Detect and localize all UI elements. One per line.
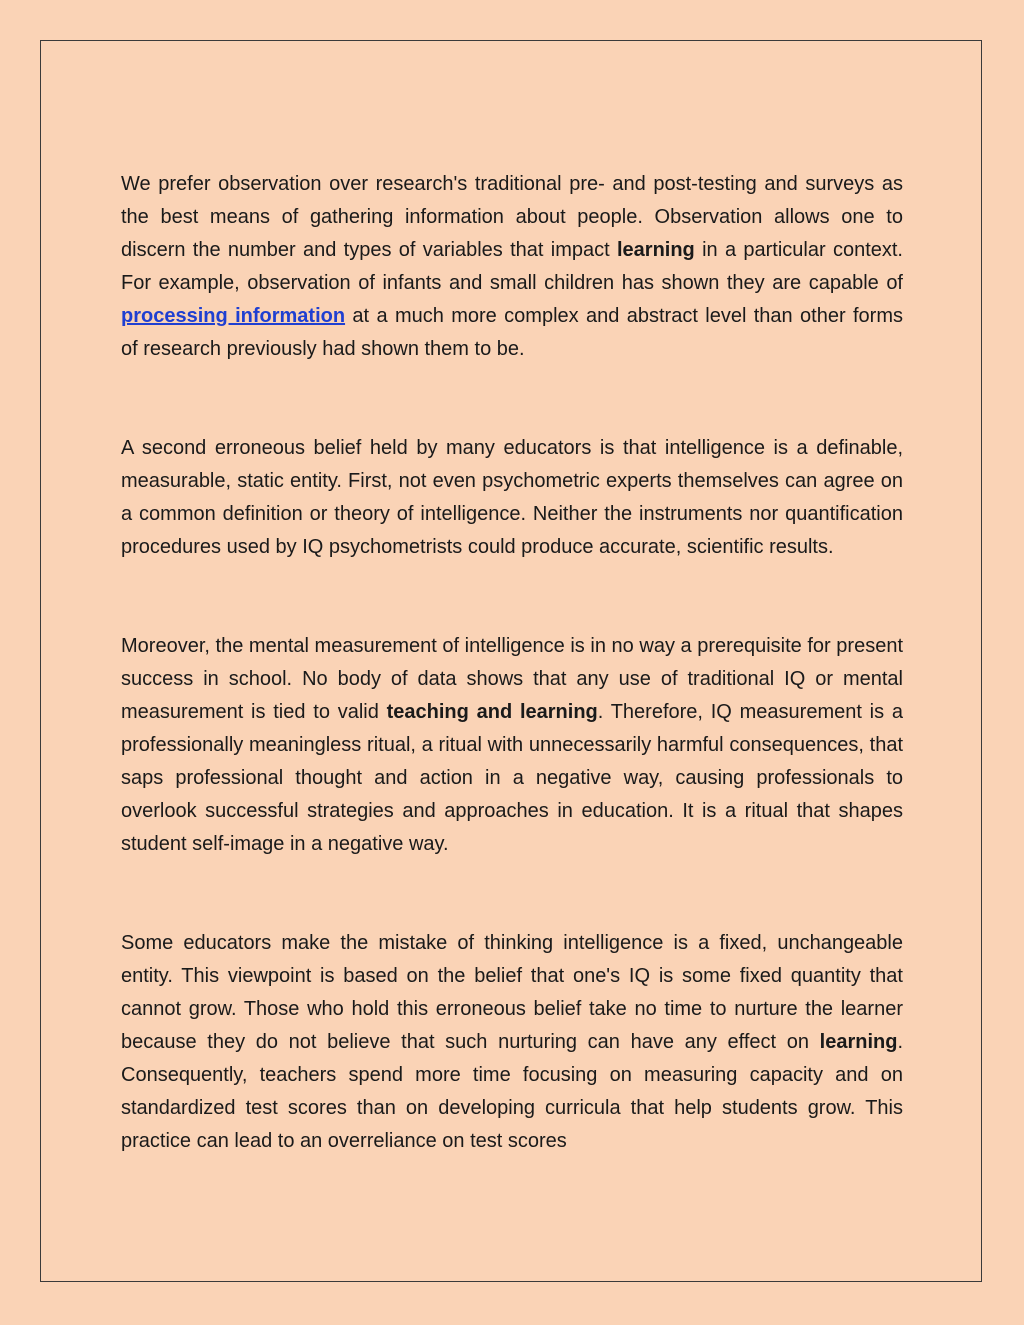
paragraph-observation — [121, 168, 903, 366]
paragraph-text: Moreover, the mental measurement of intelligence is in no way a prerequisite for present success in school. No body of data shows that any use of traditional IQ or mental measurement is tied to valid — [121, 635, 903, 723]
paragraph-fixed-intelligence — [121, 927, 903, 1158]
document-body — [121, 168, 903, 1158]
paragraph-text: A second erroneous belief held by many educators is that intelligence is a definable, measurable, static entity. First, not even psychometric experts themselves can agree on a common definition or theory of intelligence. Neither the instruments nor quantification procedures used by IQ psychometrists could produce accurate, scientific results. — [121, 437, 903, 558]
paragraph-text: . Consequently, teachers spend more time focusing on measuring capacity and on standardized test scores than on developing curricula that help students grow. This practice can lead to an overreliance on test scores — [121, 1031, 903, 1152]
paragraph-text: in a particular context. For example, observation of infants and small children has shown they are capable of — [121, 239, 903, 294]
paragraph-mental-measurement — [121, 630, 903, 861]
paragraph-erroneous-belief — [121, 432, 903, 564]
processing-information-link[interactable]: processing information — [121, 305, 346, 327]
paragraph-text: We prefer observation over research's traditional pre- and post-testing and surveys as the best means of gathering information about people. Observation allows one to discern the number and types of variables that impact — [121, 173, 903, 261]
bold-term-learning: learning — [616, 239, 695, 261]
paragraph-text: at a much more complex and abstract level than other forms of research previously had shown them to be. — [121, 305, 903, 360]
bold-term-learning: learning — [819, 1031, 898, 1053]
paragraph-text: Some educators make the mistake of thinking intelligence is a fixed, unchangeable entity. This viewpoint is based on the belief that one's IQ is some fixed quantity that cannot grow. Those who hold this erroneous belief take no time to nurture the learner because they do not believe that such nurturing can have any effect on — [121, 932, 903, 1053]
bold-term-teaching-and-learning: teaching and learning — [386, 701, 598, 723]
paragraph-text: . Therefore, IQ measurement is a professionally meaningless ritual, a ritual with unnecessarily harmful consequences, that saps professional thought and action in a negative way, causing professionals to overlook successful strategies and approaches in education. It is a ritual that shapes student self-image in a negative way. — [121, 701, 904, 855]
